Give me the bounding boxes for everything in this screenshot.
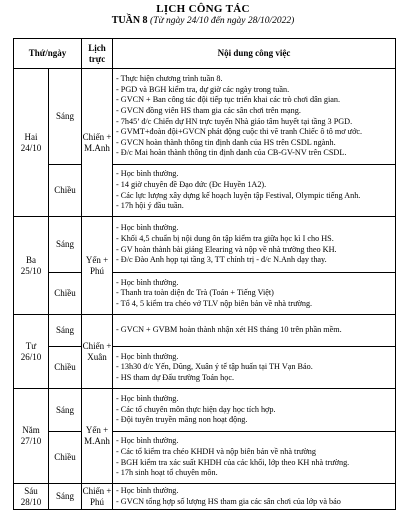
- duty-cell: Chiến + M.Anh: [82, 69, 113, 217]
- session-row: [14, 217, 396, 273]
- task-item: - Học bình thường.: [116, 436, 179, 446]
- session-row: [14, 315, 396, 347]
- task-item: - Các tổ kiểm tra chéo KHDH và nộp biên bản về nhà trường: [116, 446, 316, 456]
- task-item: - GVCN hoàn thành thông tin định danh của HS trên CSDL ngành.: [116, 137, 336, 147]
- task-item: - Khối 4,5 chuẩn bị nội dung ôn tập kiểm tra giữa học kì I cho HS.: [116, 233, 334, 243]
- session-label: Chiều: [49, 273, 82, 315]
- day-date: 25/10: [20, 265, 42, 276]
- duty-cell: Yến + Phú: [82, 217, 113, 315]
- task-item: - 17h hội ý đầu tuần.: [116, 201, 184, 211]
- task-item: - Học bình thường.: [116, 485, 179, 495]
- page-title: LỊCH CÔNG TÁC: [156, 3, 250, 15]
- task-item: - Thực hiện chương trình tuần 8.: [116, 74, 223, 84]
- session-label: Chiều: [49, 347, 82, 389]
- header-row: [14, 39, 396, 69]
- task-item: - GVCN + Ban công tác đội tiếp tục triển khai các trò chơi dân gian.: [116, 95, 341, 105]
- task-item: - GVCN + GVBM hoàn thành nhận xét HS tháng 10 trên phần mềm.: [116, 325, 342, 335]
- task-item: - GVMT+đoàn đội+GVCN phát động cuộc thi vẽ tranh Chiếc ô tô mơ ước.: [116, 127, 363, 137]
- task-item: - Thanh tra toàn diện đc Trà (Toán + Tiếng Việt): [116, 288, 274, 298]
- session-label: Sáng: [49, 315, 82, 347]
- day-cell: [14, 217, 49, 315]
- content-cell: [113, 273, 396, 315]
- content-cell: [113, 484, 396, 510]
- task-item: - GV hoàn thành bài giảng Elearing và nộp về nhà trường theo KH.: [116, 244, 337, 254]
- week-heading: [0, 15, 406, 26]
- session-label: Sáng: [49, 484, 82, 510]
- task-item: - Các tổ chuyên môn thực hiện dạy học tích hợp.: [116, 404, 276, 414]
- session-row: [14, 69, 396, 165]
- duty-cell: Chiến + Xuân: [82, 315, 113, 389]
- schedule-body: [14, 69, 396, 510]
- task-item: - 13h30 đ/c Yến, Dũng, Xuân ý tế tập huấn tại TH Vạn Bảo.: [116, 362, 313, 372]
- session-label: Sáng: [49, 69, 82, 165]
- day-date: 24/10: [20, 142, 42, 153]
- task-item: - 14 giờ chuyên đề Đạo đức (Đc Huyền 1A2).: [116, 179, 267, 189]
- header-day: Thứ/ngày: [14, 39, 82, 69]
- task-item: - Học bình thường.: [116, 169, 179, 179]
- task-item: - PGD và BGH kiểm tra, dự giờ các ngày trong tuần.: [116, 84, 290, 94]
- duty-cell: Yến + M.Anh: [82, 389, 113, 484]
- header-content: Nội dung công việc: [113, 39, 396, 69]
- task-item: - 17h sinh hoạt tổ chuyên môn.: [116, 468, 218, 478]
- task-item: - Tổ 4, 5 kiểm tra chéo vở TLV nộp biên bản về nhà trường.: [116, 298, 313, 308]
- session-label: Chiều: [49, 165, 82, 217]
- session-row: [14, 432, 396, 484]
- task-item: - GVCN đồng viên HS tham gia các sân chơi trên mạng.: [116, 105, 301, 115]
- session-label: Sáng: [49, 217, 82, 273]
- task-item: - Đội tuyên truyền măng non hoạt động.: [116, 415, 248, 425]
- task-item: - Học bình thường.: [116, 223, 179, 233]
- task-item: - Các lực lượng xây dựng kế hoạch luyện tập Festival, Olympic tiếng Anh.: [116, 190, 361, 200]
- day-name: Ba: [26, 254, 36, 265]
- content-cell: [113, 389, 396, 432]
- day-date: 27/10: [20, 436, 42, 446]
- session-row: [14, 484, 396, 510]
- day-name: Hai: [24, 131, 38, 142]
- day-name: Sáu: [24, 485, 38, 496]
- session-row: [14, 273, 396, 315]
- task-item: - GVCN tổng hợp số lượng HS tham gia các sân chơi của lớp và báo: [116, 496, 341, 506]
- task-item: - BGH kiểm tra xác suất KHDH của các khối, lớp theo KH nhà trường.: [116, 457, 350, 467]
- content-cell: [113, 217, 396, 273]
- task-item: - Đ/c Mai hoàn thành thông tin định danh của CB-GV-NV trên CSDL.: [116, 148, 347, 158]
- schedule-table: [13, 38, 396, 510]
- day-name: Năm: [22, 425, 40, 435]
- duty-cell: Chiến + Phú: [82, 484, 113, 510]
- day-name: Tư: [25, 340, 37, 351]
- task-item: - Học bình thường.: [116, 351, 179, 361]
- content-cell: [113, 347, 396, 389]
- task-item: - Học bình thường.: [116, 277, 179, 287]
- content-cell: [113, 432, 396, 484]
- task-item: - 7h45’ đ/c Chiến dự HN trực tuyến Nhà giáo tâm huyết tại tầng 3 PGD.: [116, 116, 353, 126]
- day-date: 28/10: [20, 496, 42, 507]
- day-date: 26/10: [20, 351, 42, 362]
- date-range: (Từ ngày 24/10 đến ngày 28/10/2022): [150, 16, 295, 26]
- content-cell: [113, 165, 396, 217]
- day-cell: [14, 484, 49, 510]
- content-cell: [113, 315, 396, 347]
- task-item: - HS tham dự Đấu trường Toán học.: [116, 372, 235, 382]
- day-cell: [14, 315, 49, 389]
- header-duty: Lịch trực: [82, 39, 113, 69]
- day-cell: [14, 389, 49, 484]
- session-row: [14, 389, 396, 432]
- session-row: [14, 165, 396, 217]
- content-cell: [113, 69, 396, 165]
- task-item: - Đ/c Đào Anh họp tại tầng 3, TT chính trị - đ/c N.Anh dạy thay.: [116, 255, 327, 265]
- task-item: - Học bình thường.: [116, 394, 179, 404]
- week-label: TUẦN 8: [111, 15, 148, 26]
- session-row: [14, 347, 396, 389]
- session-label: Chiều: [49, 432, 82, 484]
- session-label: Sáng: [49, 389, 82, 432]
- day-cell: [14, 69, 49, 217]
